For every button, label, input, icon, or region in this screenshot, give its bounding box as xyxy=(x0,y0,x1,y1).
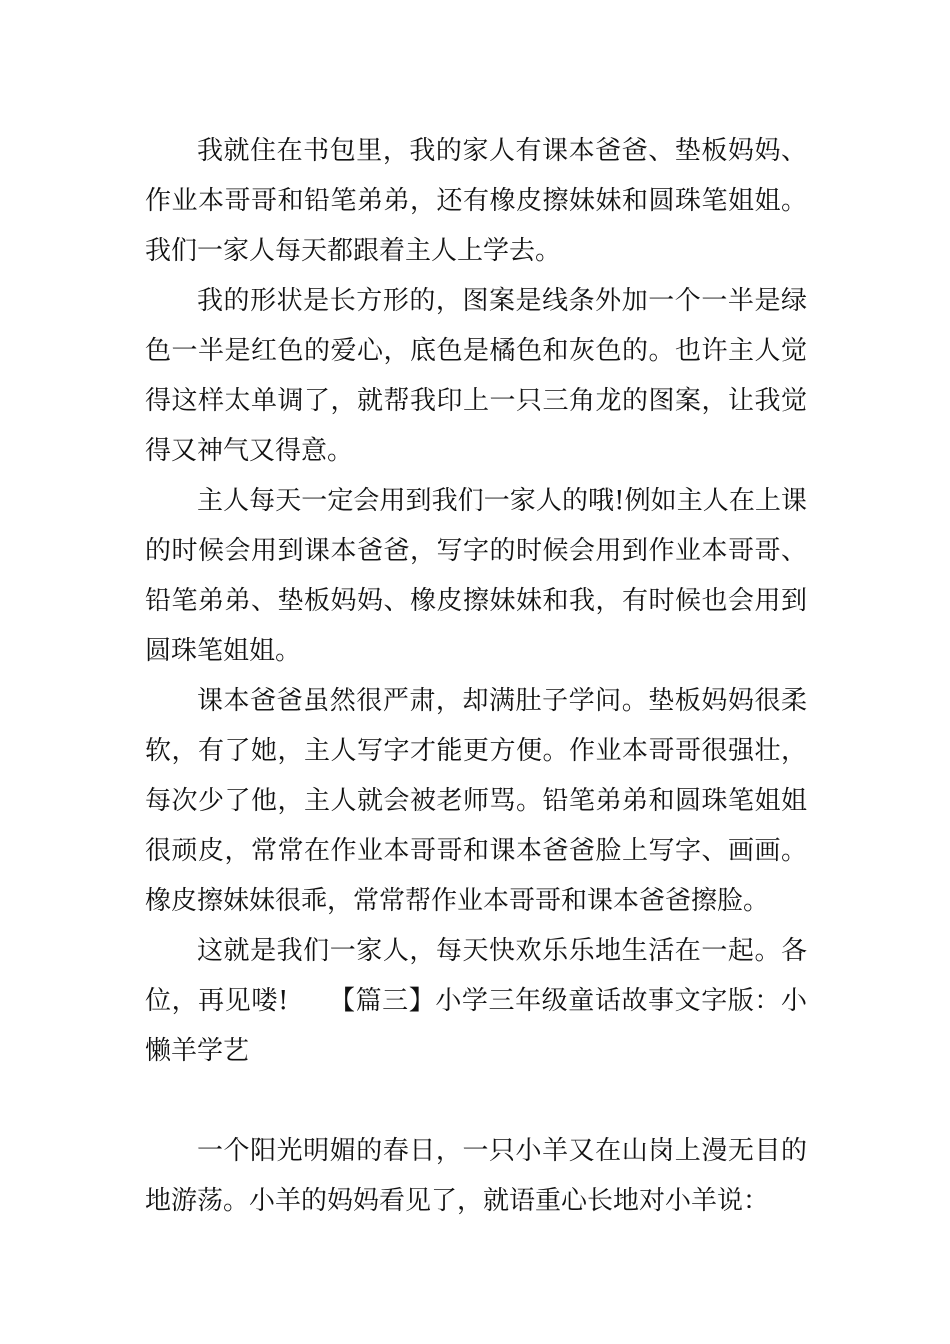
paragraph-story-opening: 一个阳光明媚的春日，一只小羊又在山岗上漫无目的地游荡。小羊的妈妈看见了，就语重心长地对小羊说： xyxy=(145,1136,807,1216)
section-heading: 【篇三】小学三年级童话故事文字版：小懒羊学艺 xyxy=(145,986,807,1066)
paragraph-shape-pattern: 我的形状是长方形的，图案是线条外加一个一半是绿色一半是红色的爱心，底色是橘色和灰色的。也许主人觉得这样太单调了，就帮我印上一只三角龙的图案，让我觉得又神气又得意。 xyxy=(145,286,807,466)
paragraph-closing xyxy=(145,926,807,1076)
closing-text: 这就是我们一家人，每天快欢乐乐地生活在一起。各位，再见喽! xyxy=(145,936,807,1016)
paragraph-gap xyxy=(145,1076,807,1126)
paragraph-family-traits: 课本爸爸虽然很严肃，却满肚子学问。垫板妈妈很柔软，有了她，主人写字才能更方便。作业本哥哥很强壮，每次少了他，主人就会被老师骂。铅笔弟弟和圆珠笔姐姐很顽皮，常常在作业本哥哥和课本爸爸脸上写字、画画。橡皮擦妹妹很乖，常常帮作业本哥哥和课本爸爸擦脸。 xyxy=(145,686,807,916)
paragraph-daily-use: 主人每天一定会用到我们一家人的哦!例如主人在上课的时候会用到课本爸爸，写字的时候会用到作业本哥哥、铅笔弟弟、垫板妈妈、橡皮擦妹妹和我，有时候也会用到圆珠笔姐姐。 xyxy=(145,486,807,666)
document-body xyxy=(145,126,807,1226)
paragraph-schoolbag-family: 我就住在书包里，我的家人有课本爸爸、垫板妈妈、作业本哥哥和铅笔弟弟，还有橡皮擦妹妹和圆珠笔姐姐。我们一家人每天都跟着主人上学去。 xyxy=(145,136,807,266)
